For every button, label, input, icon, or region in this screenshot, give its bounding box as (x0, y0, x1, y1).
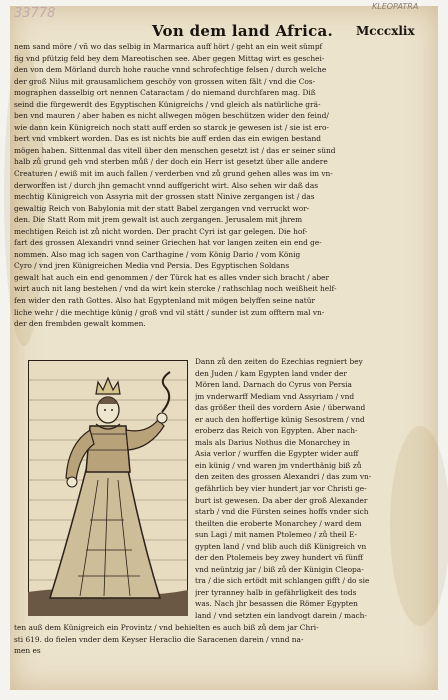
side-text-line: burt ist gewesen. Da aber der groß Alexander (195, 495, 368, 505)
text-line: fig vnd pfützig feld bey dem Mareotischen see. Aber gegen Mittag wirt es geschei- (14, 53, 325, 63)
side-text-line: theilten die eroberte Monarchey / ward dem (195, 518, 362, 528)
text-line: den. Die Statt Rom mit jrem gewalt ist auch zergangen. Jerusalem mit jhrem (14, 215, 303, 225)
text-line: Cyro / vnd jren Künigreichen Media vnd Persia. Des Egyptischen Soldans (14, 261, 290, 271)
text-line: ben vnd mauren / aber haben es nicht allwegen mögen beschützen wider den feind/ (14, 111, 329, 121)
text-line: seind die fürgewerdt des Egyptischen Künigreichs / vnd gleich als natürliche grä- (14, 99, 321, 109)
cleopatra-woodcut-illustration (28, 360, 188, 616)
bottom-text-line: ten auß dem Künigreich ein Provintz / vnd behielten es auch biß zů dem jar Chri- (14, 623, 319, 632)
side-text-block (195, 356, 413, 622)
text-line: der groß Nilus mit grausamlichem geschöy von grossen witen fält / vnd die Cos- (14, 76, 316, 86)
side-text-line: mals als Darius Nothus die Monarchey in (195, 437, 350, 447)
text-line: gewalt hat auch ein end genommen / der Türck hat es alles vnder sich bracht / aber (14, 272, 330, 282)
side-text-line: der den Ptolemeis bey zwey hundert vñ fünff (195, 553, 363, 563)
side-text-line: den Juden / kam Egypten land vnder der (195, 368, 347, 378)
folio-number: Mcccxlix (356, 24, 415, 38)
bottom-text-line: men es (14, 646, 41, 656)
text-line: derworffen ist / durch jhn gemacht vnnd auffgericht wirt. Also sehen wir daß das (14, 180, 319, 190)
side-text-line: land / vnd setzten ein landvogt darein / mach- (195, 611, 367, 621)
side-text-line: tra / die sich ertödt mit schlangen gifft / do sie (195, 576, 370, 586)
side-text-line: was. Nach jhr besassen die Römer Egypten (195, 599, 358, 609)
text-line: der den frembden gewalt kommen. (14, 319, 146, 329)
text-line: gewaltig Reich von Babylonia mit der statt Babel zergangen vnd verruckt wor- (14, 203, 310, 213)
side-text-line: Dann zů den zeiten do Ezechias regniert bey (195, 357, 363, 366)
text-line: fen wider den rath Gottes. Also hat Egyptenland mit mögen belyffen seine natür (14, 296, 315, 306)
text-line: wirt auch nit lang bestehen / vnd da wirt kein stercke / rathschlag noch weißheit helf- (14, 284, 337, 294)
text-line: mechtigen Reich ist zů nicht worden. Der pracht Cyri ist gar gelegen. Die hof- (14, 226, 308, 236)
side-text-line: das größer theil des vordern Asie / überwand (195, 403, 366, 413)
side-text-line: gefährlich bey vier hundert jar vor Christi ge- (195, 484, 367, 494)
side-text-line: er auch den hoffertige künig Sesostrem / vnd (195, 414, 365, 424)
text-line: nommen. Also mag ich sagen von Carthagine / vom König Dario / vom König (14, 249, 301, 259)
bottom-text-block (14, 622, 412, 657)
side-text-line: vnd neüntzig jar / biß zů der Künigin Cleopa- (195, 564, 364, 574)
side-text-line: jm vnderwarff Mediam vnd Assyriam / vnd (195, 391, 355, 401)
text-line: halb zů grund geh vnd sterben můß / der doch ein Herr ist gesetzt über alle andere (14, 157, 328, 167)
text-line: Creaturen / ewiß mit im auch fallen / verderben vnd zů grund gehen alles was im vn- (14, 169, 333, 179)
side-text-line: den zeiten des grossen Alexandri / das zum vn- (195, 472, 372, 482)
running-head: Von dem land Africa. (152, 22, 334, 40)
text-line: fart des grossen Alexandri vnnd seiner Griechen hat vor langen zeiten ein end ge- (14, 238, 322, 248)
side-text-line: ein künig / vnd waren jm vnderthänig biß zů (195, 460, 362, 470)
side-text-line: eroberz das Reich von Egypten. Aber nach- (195, 426, 358, 436)
woodcut-figure (28, 360, 188, 616)
text-line: nem sand möre / vñ wo das selbig in Marmarica auff hört / geht an ein weit sümpf (14, 42, 323, 51)
text-line: wie dann kein Künigreich noch statt auff erden so starck je gewesen ist / sie ist ero- (14, 122, 329, 132)
bottom-text-line: sti 619. do fielen vnder dem Keyser Heraclio die Saracenen darein / vnnd na- (14, 634, 304, 644)
side-text-line: sun Lagi / mit namen Ptolemeo / zů theil E- (195, 530, 357, 540)
main-text-block (14, 41, 412, 330)
side-text-line: Mören land. Darnach do Cyrus von Persia (195, 380, 352, 390)
side-text-line: Asia verlor / wurffen die Egypter wider auff (195, 449, 359, 459)
text-line: mögen haben. Sittenmal das vitell über den menschen gesetzt ist / das er seiner sünd (14, 145, 336, 155)
side-text-line: jrer tyranney halb in gefährligkeit des tods (195, 587, 357, 597)
handwritten-annotation: KLEOPATRA (372, 2, 419, 11)
text-line: bert vnd vmbkert worden. Das es ist nichts bie auff erden das ein ewigen bestand (14, 134, 321, 144)
text-line: mographen dasselbig ort nennen Cataractam / do niemand durchfaren mag. Diß (14, 88, 316, 98)
text-line: liche wehr / die mechtige künig / groß vnd vil stätt / sunder ist zum offtern mal vn- (14, 307, 325, 317)
side-text-line: starb / vnd die Fürsten seines hoffs vnder sich (195, 507, 369, 517)
text-line: den von dem Mörland durch hohe rauche vnnd schrofechtige felsen / durch welche (14, 65, 327, 75)
text-line: mechtig Künigreich von Assyria mit der grossen statt Ninive zergangen ist / das (14, 192, 315, 202)
archive-number: 33778 (14, 6, 56, 21)
side-text-line: gypten land / vnd blib auch diß Künigreich vn (195, 541, 367, 551)
